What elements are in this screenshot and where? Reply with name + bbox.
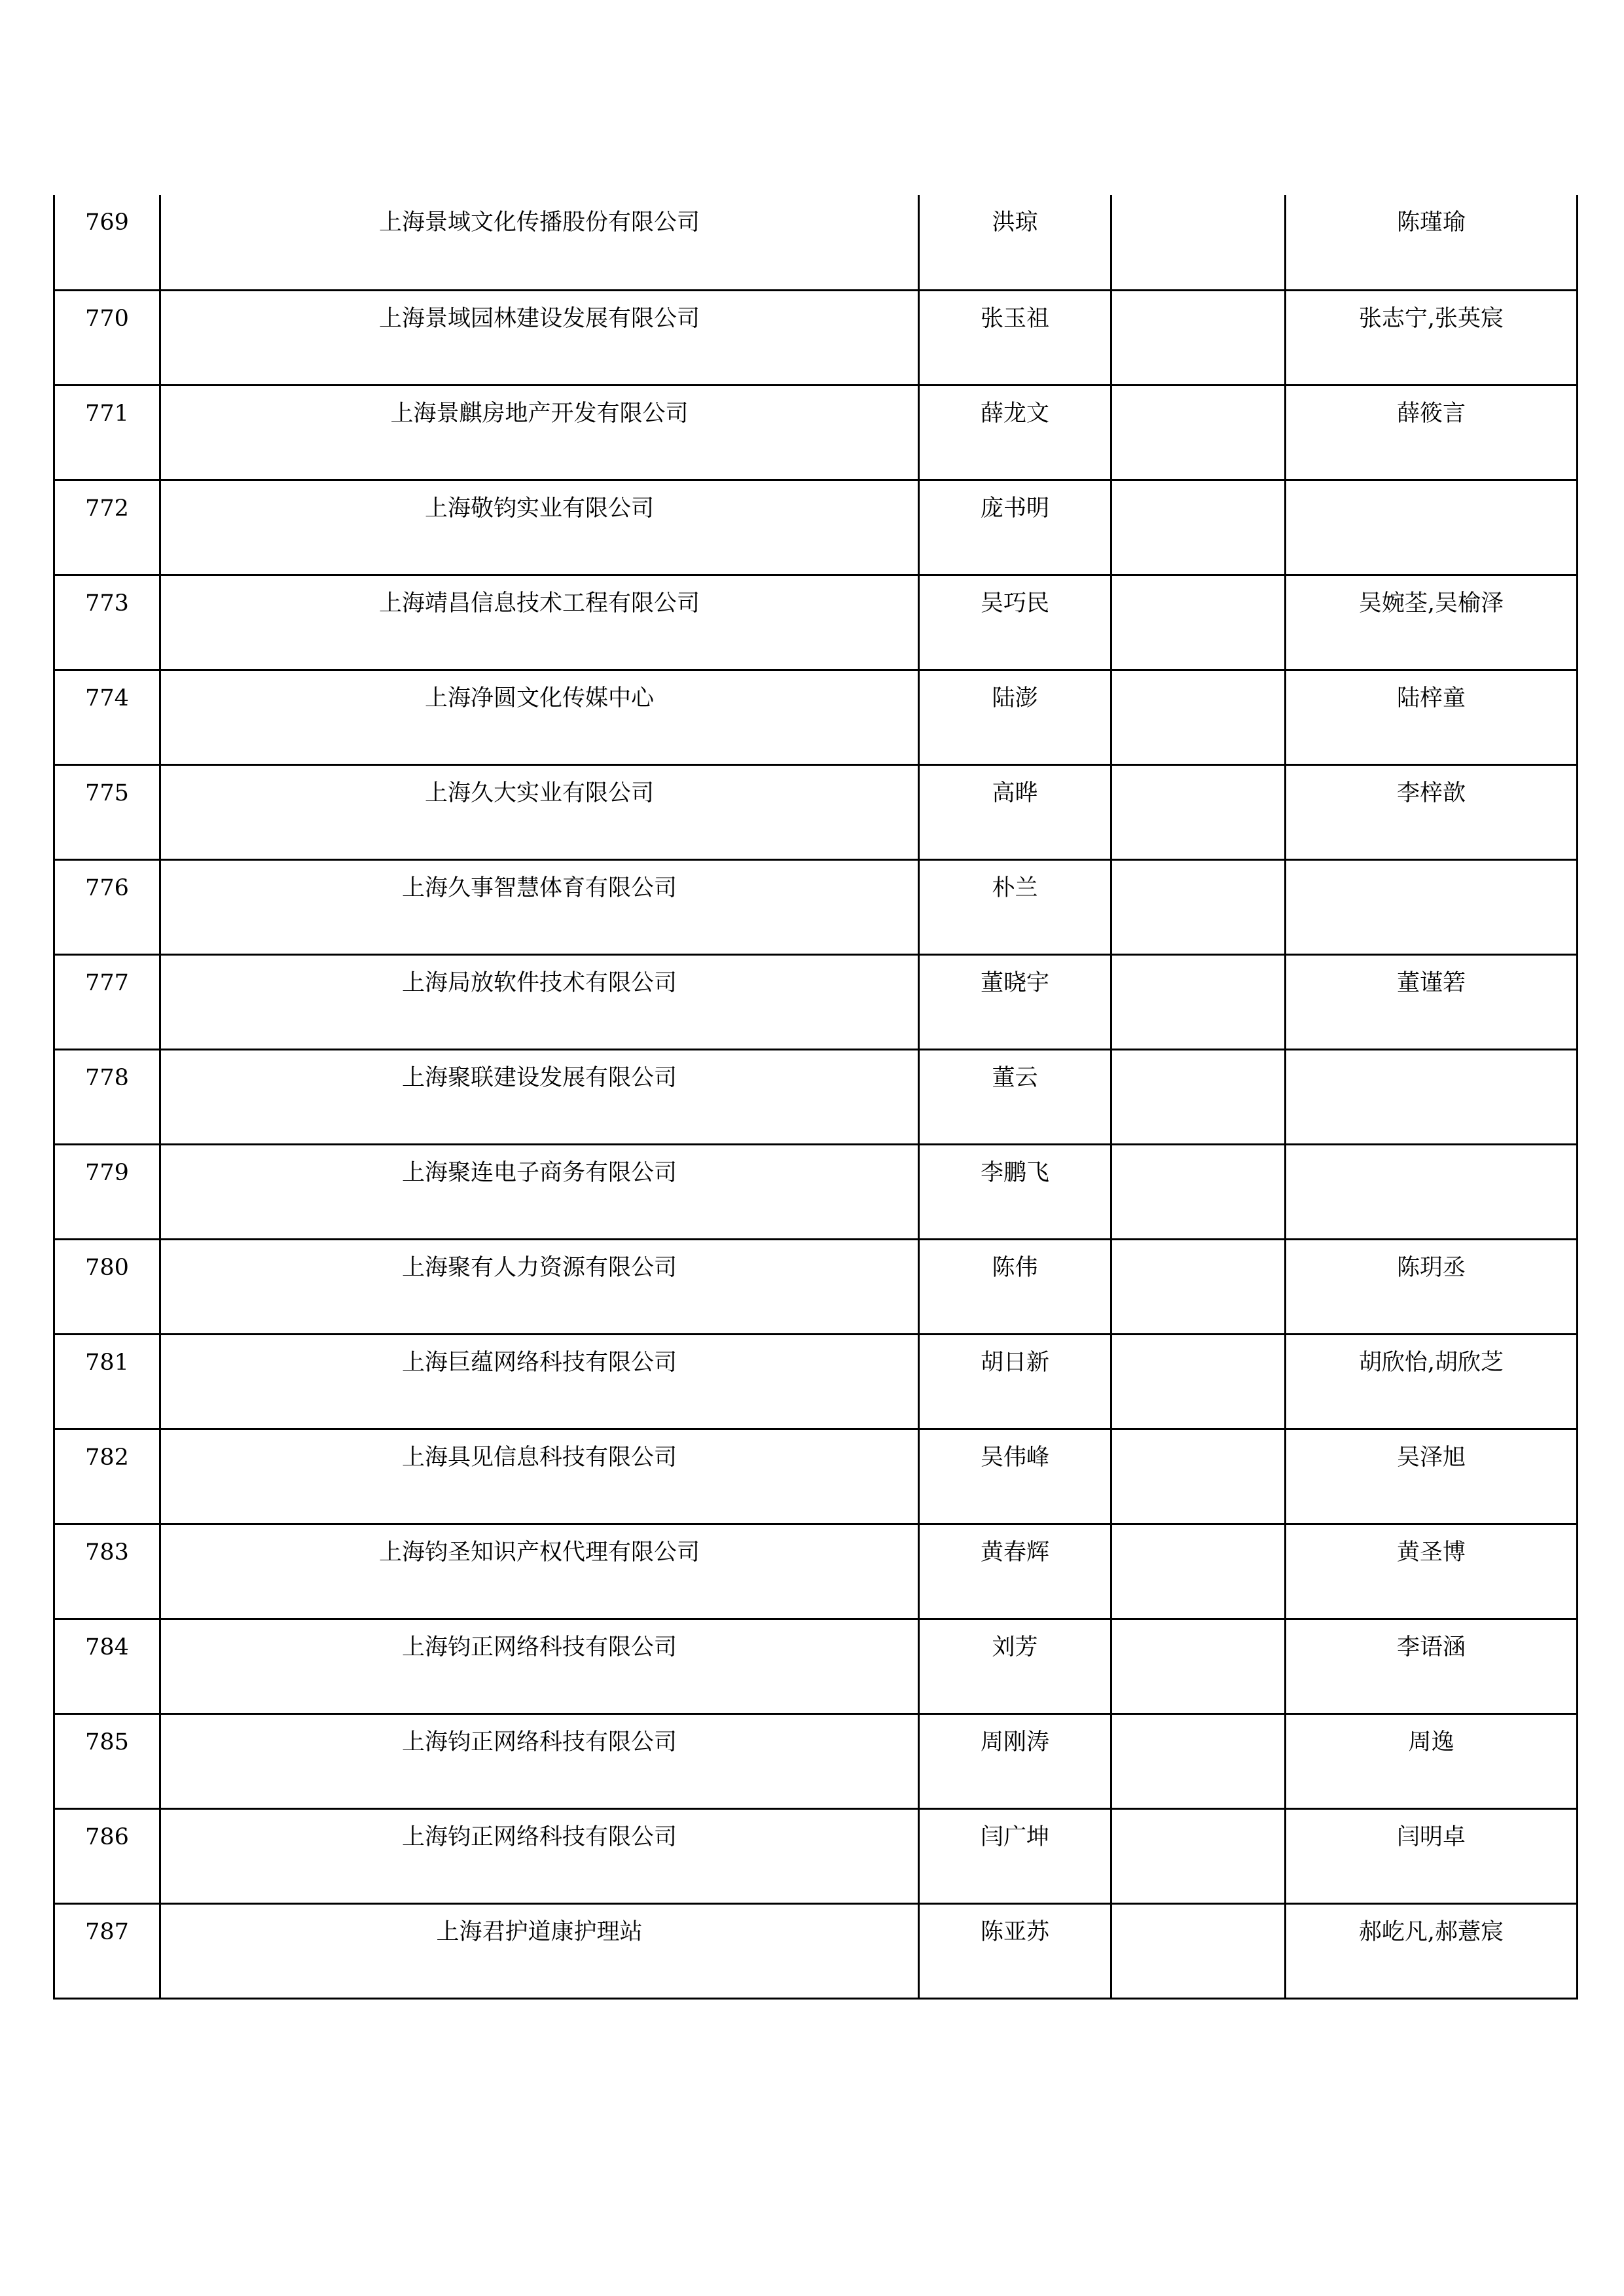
table-row [54,480,1578,575]
roster-table-body [54,195,1578,1998]
person-name-cell: 黄春辉 [919,1524,1111,1619]
person-name-cell: 朴兰 [919,859,1111,954]
person-name-cell: 陆澎 [919,670,1111,764]
table-row [54,1144,1578,1239]
empty-column-cell [1111,764,1286,859]
relatives-names-cell: 闫明卓 [1286,1808,1578,1903]
company-name-cell: 上海久事智慧体育有限公司 [160,859,919,954]
table-row [54,1808,1578,1903]
table-row [54,1524,1578,1619]
table-row [54,954,1578,1049]
relatives-names-cell: 张志宁,张英宸 [1286,290,1578,385]
person-name-cell: 董云 [919,1049,1111,1144]
relatives-names-cell [1286,859,1578,954]
company-name-cell: 上海巨蕴网络科技有限公司 [160,1334,919,1429]
empty-column-cell [1111,480,1286,575]
table-row [54,385,1578,480]
row-number-cell: 783 [54,1524,160,1619]
company-name-cell: 上海景域文化传播股份有限公司 [160,195,919,290]
company-name-cell: 上海钧正网络科技有限公司 [160,1808,919,1903]
empty-column-cell [1111,1429,1286,1524]
relatives-names-cell [1286,480,1578,575]
relatives-names-cell: 胡欣怡,胡欣芝 [1286,1334,1578,1429]
row-number-cell: 781 [54,1334,160,1429]
company-name-cell: 上海聚连电子商务有限公司 [160,1144,919,1239]
empty-column-cell [1111,385,1286,480]
person-name-cell: 薛龙文 [919,385,1111,480]
empty-column-cell [1111,1713,1286,1808]
company-name-cell: 上海久大实业有限公司 [160,764,919,859]
table-row [54,1334,1578,1429]
company-name-cell: 上海钧正网络科技有限公司 [160,1713,919,1808]
relatives-names-cell [1286,1049,1578,1144]
company-name-cell: 上海局放软件技术有限公司 [160,954,919,1049]
row-number-cell: 787 [54,1903,160,1998]
row-number-cell: 780 [54,1239,160,1334]
person-name-cell: 李鹏飞 [919,1144,1111,1239]
person-name-cell: 张玉祖 [919,290,1111,385]
person-name-cell: 陈亚苏 [919,1903,1111,1998]
person-name-cell: 吴伟峰 [919,1429,1111,1524]
relatives-names-cell: 吴婉荃,吴榆泽 [1286,575,1578,670]
relatives-names-cell: 郝屹凡,郝薏宸 [1286,1903,1578,1998]
relatives-names-cell: 陆梓童 [1286,670,1578,764]
table-row [54,1903,1578,1998]
person-name-cell: 闫广坤 [919,1808,1111,1903]
empty-column-cell [1111,1524,1286,1619]
empty-column-cell [1111,1334,1286,1429]
person-name-cell: 周刚涛 [919,1713,1111,1808]
row-number-cell: 775 [54,764,160,859]
company-name-cell: 上海景麒房地产开发有限公司 [160,385,919,480]
empty-column-cell [1111,1903,1286,1998]
company-name-cell: 上海聚有人力资源有限公司 [160,1239,919,1334]
relatives-names-cell: 董谨箬 [1286,954,1578,1049]
table-row [54,575,1578,670]
table-row [54,1049,1578,1144]
empty-column-cell [1111,1144,1286,1239]
company-name-cell: 上海靖昌信息技术工程有限公司 [160,575,919,670]
table-row [54,670,1578,764]
relatives-names-cell: 吴泽旭 [1286,1429,1578,1524]
table-row [54,1429,1578,1524]
person-name-cell: 胡日新 [919,1334,1111,1429]
relatives-names-cell: 黄圣博 [1286,1524,1578,1619]
row-number-cell: 771 [54,385,160,480]
row-number-cell: 782 [54,1429,160,1524]
empty-column-cell [1111,1619,1286,1713]
row-number-cell: 774 [54,670,160,764]
row-number-cell: 769 [54,195,160,290]
person-name-cell: 董晓宇 [919,954,1111,1049]
relatives-names-cell: 陈玥丞 [1286,1239,1578,1334]
table-row [54,859,1578,954]
relatives-names-cell: 李梓歆 [1286,764,1578,859]
empty-column-cell [1111,954,1286,1049]
table-row [54,764,1578,859]
empty-column-cell [1111,1049,1286,1144]
table-row [54,1713,1578,1808]
company-name-cell: 上海净圆文化传媒中心 [160,670,919,764]
company-name-cell: 上海具见信息科技有限公司 [160,1429,919,1524]
company-name-cell: 上海敬钧实业有限公司 [160,480,919,575]
person-name-cell: 洪琼 [919,195,1111,290]
company-name-cell: 上海聚联建设发展有限公司 [160,1049,919,1144]
row-number-cell: 785 [54,1713,160,1808]
company-name-cell: 上海钧圣知识产权代理有限公司 [160,1524,919,1619]
company-name-cell: 上海钧正网络科技有限公司 [160,1619,919,1713]
row-number-cell: 776 [54,859,160,954]
relatives-names-cell [1286,1144,1578,1239]
relatives-names-cell: 薛筱言 [1286,385,1578,480]
roster-table [53,195,1578,2000]
table-row [54,1619,1578,1713]
row-number-cell: 777 [54,954,160,1049]
table-row [54,195,1578,290]
table-row [54,290,1578,385]
empty-column-cell [1111,670,1286,764]
person-name-cell: 高晔 [919,764,1111,859]
row-number-cell: 784 [54,1619,160,1713]
relatives-names-cell: 陈瑾瑜 [1286,195,1578,290]
table-row [54,1239,1578,1334]
person-name-cell: 陈伟 [919,1239,1111,1334]
empty-column-cell [1111,859,1286,954]
row-number-cell: 786 [54,1808,160,1903]
row-number-cell: 770 [54,290,160,385]
row-number-cell: 772 [54,480,160,575]
row-number-cell: 773 [54,575,160,670]
person-name-cell: 庞书明 [919,480,1111,575]
company-name-cell: 上海君护道康护理站 [160,1903,919,1998]
person-name-cell: 吴巧民 [919,575,1111,670]
relatives-names-cell: 李语涵 [1286,1619,1578,1713]
company-name-cell: 上海景域园林建设发展有限公司 [160,290,919,385]
person-name-cell: 刘芳 [919,1619,1111,1713]
empty-column-cell [1111,1808,1286,1903]
empty-column-cell [1111,1239,1286,1334]
row-number-cell: 778 [54,1049,160,1144]
empty-column-cell [1111,575,1286,670]
relatives-names-cell: 周逸 [1286,1713,1578,1808]
empty-column-cell [1111,290,1286,385]
empty-column-cell [1111,195,1286,290]
row-number-cell: 779 [54,1144,160,1239]
